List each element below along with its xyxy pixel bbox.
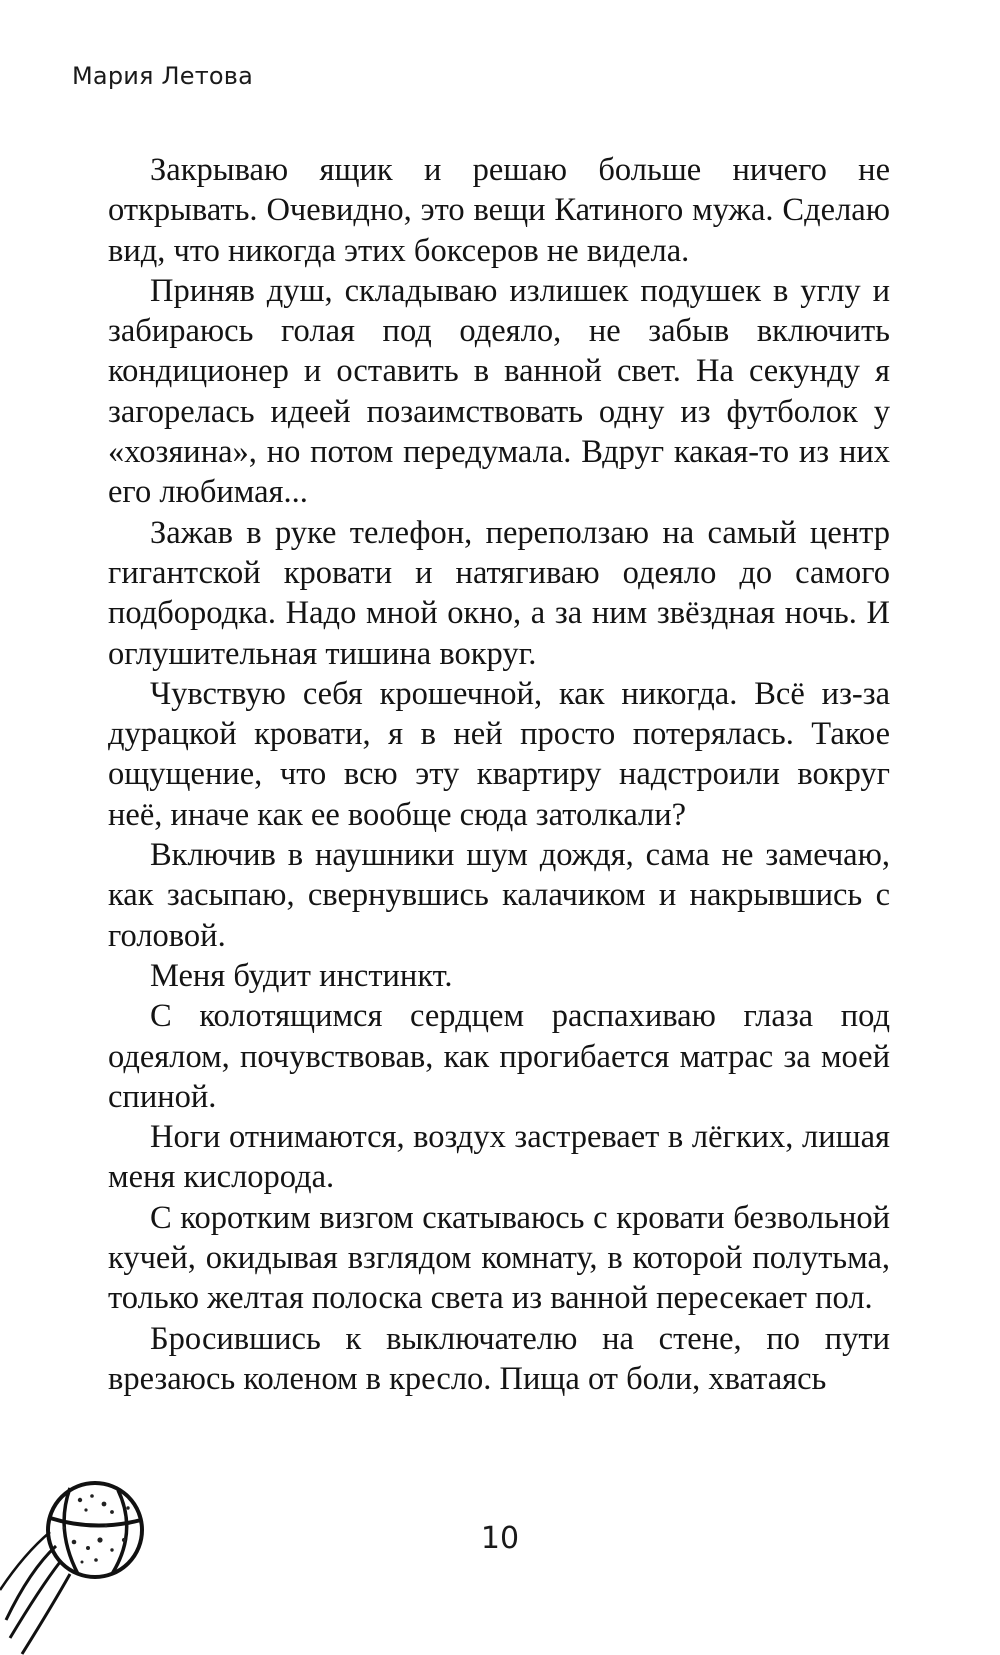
paragraph: Приняв душ, складываю излишек подушек в углу и забираюсь голая под одеяло, не забыв включить кондиционер и оставить в ванной свет. На секунду я загорелась идеей позаимствовать одну из футболок у «хозяина», но потом передумала. Вдруг какая-то из них его любимая... <box>108 272 890 511</box>
running-header-author: Мария Летова <box>72 62 254 90</box>
paragraph: С коротким визгом скатываюсь с кровати безвольной кучей, окидывая взглядом комнату, в которой полутьма, только желтая полоска света из ванной пересекает пол. <box>108 1199 890 1317</box>
paragraph: Зажав в руке телефон, переползаю на самый центр гигантской кровати и натягиваю одеяло до самого подбородка. Надо мной окно, а за ним звёздная ночь. И оглушительная тишина вокруг. <box>108 514 890 672</box>
paragraph: Меня будит инстинкт. <box>150 957 453 994</box>
paragraph: Чувствую себя крошечной, как никогда. Всё из-за дурацкой кровати, я в ней просто потерялась. Такое ощущение, что всю эту квартиру надстроили вокруг неё, иначе как ее вообще сюда затолкали? <box>108 675 890 833</box>
page-body-text <box>108 150 890 1399</box>
paragraph: Включив в наушники шум дождя, сама не замечаю, как засыпаю, свернувшись калачиком и накрывшись с головой. <box>108 837 890 954</box>
paragraph: Ноги отнимаются, воздух застревает в лёгких, лишая меня кислорода. <box>108 1119 890 1196</box>
paragraph: Закрываю ящик и решаю больше ничего не открывать. Очевидно, это вещи Катиного мужа. Сделаю вид, что никогда этих боксеров не видела. <box>108 152 890 269</box>
paragraph: Бросившись к выключателю на стене, по пути врезаюсь коленом в кресло. Пища от боли, хватаясь <box>108 1320 890 1397</box>
paragraph: С колотящимся сердцем распахиваю глаза под одеялом, почувствовав, как прогибается матрас за моей спиной. <box>108 998 890 1115</box>
basketball-icon <box>0 1470 160 1655</box>
page-number: 10 <box>480 1521 520 1556</box>
